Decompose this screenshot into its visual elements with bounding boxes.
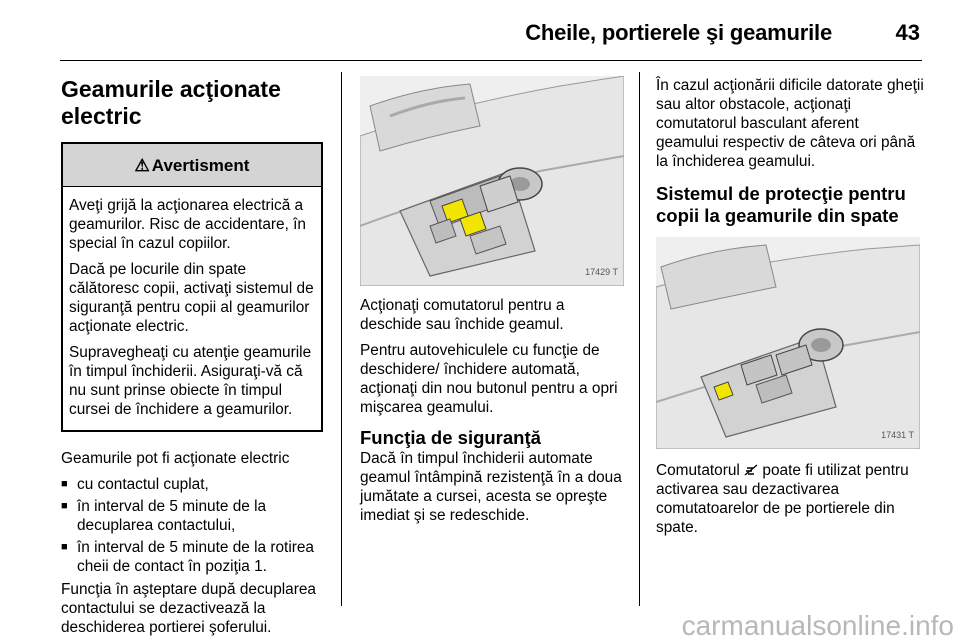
warning-title: Avertisment	[151, 155, 250, 175]
conditions-list	[61, 475, 325, 576]
watermark: carmanualsonline.info	[681, 610, 954, 641]
column-divider-1	[341, 72, 342, 606]
warning-paragraph: Aveţi grijă la acţionarea electrică a geamurilor. Risc de accidentare, în special în cazul copiilor.	[69, 197, 306, 252]
figure-label: 17429 T	[585, 267, 618, 277]
middle-column	[360, 76, 626, 532]
warning-paragraph: Dacă pe locurile din spate călătoresc copii, activaţi sistemul de siguranţă pentru copii al geamurilor acţionate electric.	[69, 261, 314, 335]
closing-paragraph: Funcţia în aşteptare după decuplarea contactului se dezactivează la deschiderea portierei şoferului.	[61, 581, 316, 636]
obstacle-paragraph: În cazul acţionării dificile datorate gheţii sau altor obstacole, acţionaţi comutatorul basculant aferent geamului respectiv de câteva ori până la închiderea geamului.	[656, 77, 924, 170]
page-header-title: Cheile, portierele şi geamurile	[525, 20, 832, 45]
bullet-icon: ■	[61, 500, 68, 512]
bullet-icon: ■	[61, 478, 68, 490]
list-item: ■ în interval de 5 minute de la decuplarea contactului,	[61, 498, 267, 534]
warning-paragraph: Supravegheaţi cu atenţie geamurile în timpul închiderii. Asiguraţi-vă că nu sunt prinse obiecte în timpul cursei de închidere a geamurilor.	[69, 344, 312, 418]
page-number: 43	[895, 20, 920, 45]
left-column	[61, 76, 325, 644]
instruction-paragraph: Acţionaţi comutatorul pentru a deschide sau închide geamul.	[360, 297, 565, 333]
child-lock-illustration	[656, 237, 920, 449]
warning-header	[63, 144, 321, 187]
warning-body	[63, 187, 321, 430]
safety-paragraph: Dacă în timpul închiderii automate geamul întâmpină rezistenţă în a doua jumătate a cursei, acesta se opreşte imediat şi se redeschide.	[360, 450, 622, 524]
bullet-icon: ■	[61, 541, 68, 553]
warning-triangle-icon: ⚠	[134, 155, 150, 175]
column-divider-2	[639, 72, 640, 606]
header-rule	[60, 60, 922, 61]
figure-window-switch-panel	[360, 76, 624, 286]
right-column	[656, 76, 924, 544]
figure-child-lock-switch	[656, 237, 920, 449]
list-item: ■ cu contactul cuplat,	[61, 476, 209, 493]
door-switch-illustration	[360, 76, 624, 286]
section-heading-safety-function: Funcţia de siguranţă	[360, 427, 541, 448]
list-item: ■ în interval de 5 minute de la rotirea cheii de contact în poziţia 1.	[61, 539, 314, 575]
section-heading-child-protection: Sistemul de protecţie pentru copii la geamurile din spate	[656, 183, 906, 226]
warning-box	[61, 142, 323, 432]
auto-function-paragraph: Pentru autovehiculele cu funcţie de deschidere/ închidere automată, acţionaţi din nou butonul pentru a opri mişcarea geamului.	[360, 342, 618, 416]
child-lock-paragraph: Comutatorul poate fi utilizat pentru activarea sau dezactivarea comutatoarelor de pe portierele din spate.	[656, 462, 909, 536]
figure-label: 17431 T	[881, 430, 914, 440]
intro-paragraph: Geamurile pot fi acţionate electric	[61, 450, 290, 467]
section-heading-power-windows: Geamurile acţionate electric	[61, 76, 281, 129]
child-lock-window-icon	[744, 463, 758, 477]
